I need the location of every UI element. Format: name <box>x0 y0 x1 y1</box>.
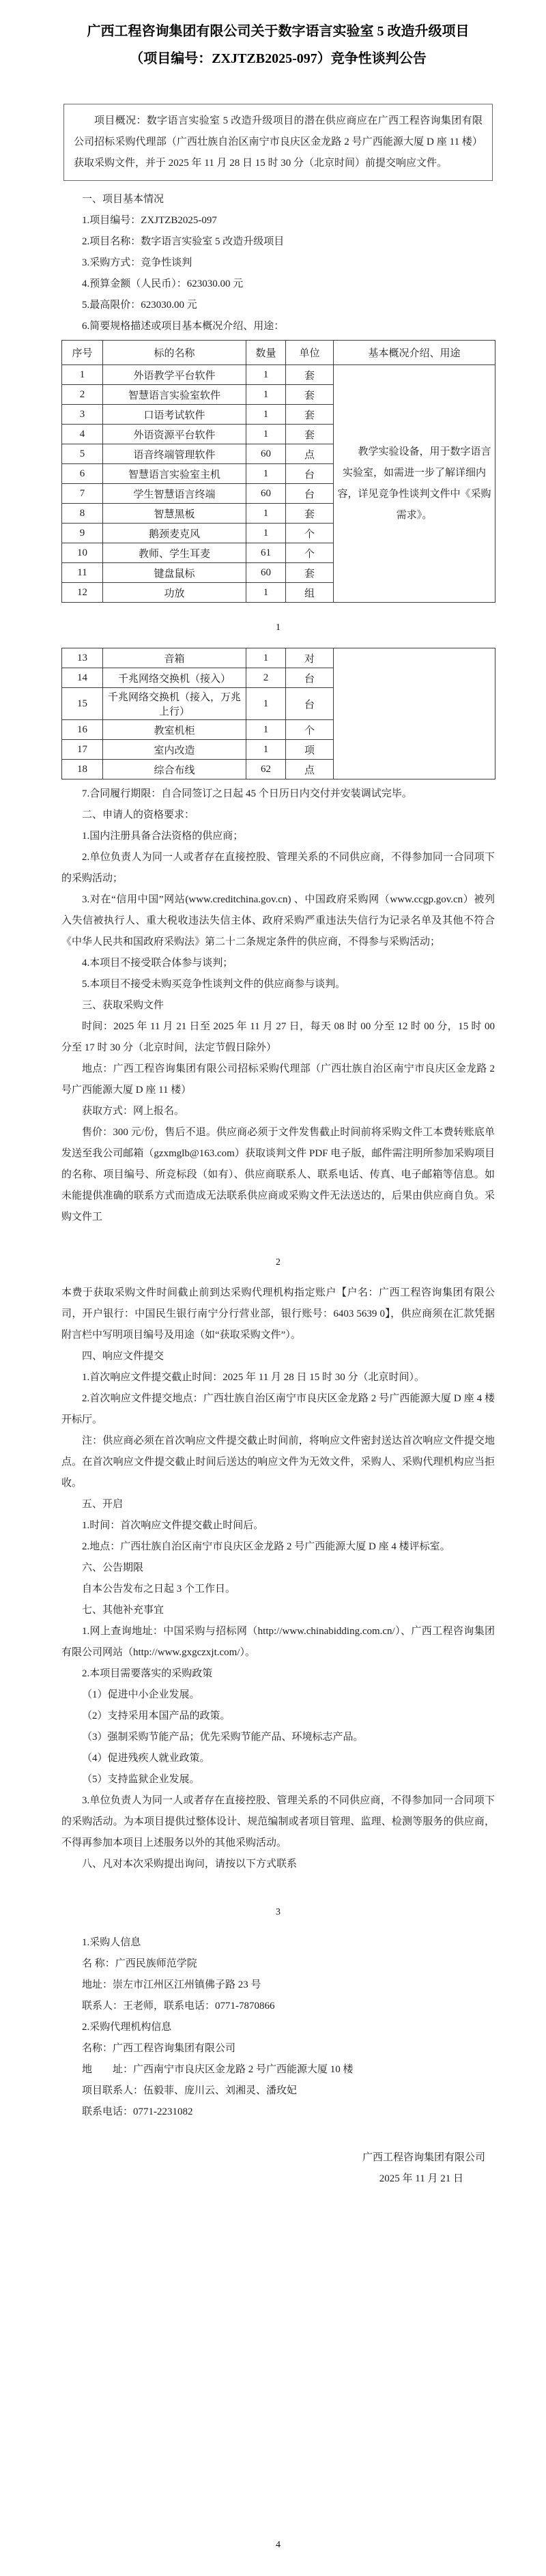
section6-heading: 六、公告期限 <box>82 1562 144 1573</box>
table-cell: 套 <box>286 504 334 524</box>
section3-heading: 三、获取采购文件 <box>82 1000 164 1011</box>
table-cell: 60 <box>246 563 286 583</box>
response-deadline: 1.首次响应文件提交截止时间：2025 年 11 月 28 日 15 时 30 分（北京时间）。 <box>82 1372 425 1383</box>
table-cell: 1 <box>246 648 286 668</box>
table-header-cell: 序号 <box>62 341 103 365</box>
table-cell: 键盘鼠标 <box>103 563 246 583</box>
project-overview-text: 项目概况：数字语言实验室 5 改造升级项目的潜在供应商应在广西工程咨询集团有限公司招标采购代理部（广西壮族自治区南宁市良庆区金龙路 2 号广西能源大厦 D 座 11 楼）获取采购文件，并于 2025 年 11 月 28 日 15 时 30 分（北京时间）前提交响应文件。 <box>74 115 483 169</box>
opening-time: 1.时间：首次响应文件提交截止时间后。 <box>82 1520 264 1531</box>
table-cell: 套 <box>286 405 334 425</box>
table-cell: 1 <box>246 504 286 524</box>
table-cell: 智慧黑板 <box>103 504 246 524</box>
table-cell: 台 <box>286 668 334 688</box>
agency-address: 地 址：广西南宁市良庆区金龙路 2 号广西能源大厦 10 楼 <box>82 2064 354 2075</box>
section8-heading: 八、凡对本次采购提出询问，请按以下方式联系 <box>82 1859 298 1870</box>
table-cell: 外语资源平台软件 <box>103 425 246 444</box>
table-cell: 1 <box>246 740 286 760</box>
table-cell: 13 <box>62 648 103 668</box>
item-price-ceiling: 5.最高限价：623030.00 元 <box>82 300 197 311</box>
agency-info-heading: 2.采购代理机构信息 <box>82 2022 172 2033</box>
table-cell: 6 <box>62 464 103 484</box>
table-cell: 2 <box>246 668 286 688</box>
item-project-code: 1.项目编号：ZXJTZB2025-097 <box>82 215 217 226</box>
agency-name: 名称：广西工程咨询集团有限公司 <box>82 2043 236 2054</box>
table-cell: 60 <box>246 444 286 464</box>
supplier-restriction-note: 3.单位负责人为同一人或者存在直接控股、管理关系的不同供应商，不得参加同一合同项下的采购活动。为本项目提供过整体设计、规范编制或者项目管理、监理、检测等服务的供应商，不得再参加本项目上述服务以外的其他采购活动。 <box>61 1795 495 1848</box>
table-cell: 7 <box>62 484 103 504</box>
policy-item-4: （4）促进残疾人就业政策。 <box>82 1753 210 1764</box>
table-cell: 1 <box>246 365 286 385</box>
table-cell: 1 <box>246 425 286 444</box>
table-row <box>62 365 495 385</box>
section5-heading: 五、开启 <box>82 1499 124 1510</box>
table-cell: 1 <box>246 688 286 720</box>
table-cell: 套 <box>286 365 334 385</box>
document-title-line2: （项目编号：ZXJTZB2025-097）竞争性谈判公告 <box>130 51 427 66</box>
table-cell: 1 <box>62 365 103 385</box>
table-cell: 项 <box>286 740 334 760</box>
document-price-paragraph-part1: 售价：300 元/份，售后不退。供应商必须于文件发售截止时间前将采购文件工本费转账底单发送至我公司邮箱（gzxmglb@163.com）获取谈判文件 PDF 电子版，邮件需注明所参加采购项目的名称、项目编号、所竞标段（如有）、供应商联系人、联系电话、传真、电子邮箱等信息。如未能提供准确的联系方式而造成无法联系供应商或采购文件无法送达的，后果由供应商自负。采购文件工 <box>61 1127 495 1222</box>
item-procurement-method: 3.采购方式：竞争性谈判 <box>82 257 192 268</box>
table-cell: 综合布线 <box>103 760 246 779</box>
document-price-paragraph-part2: 本费于获取采购文件时间截止前到达采购代理机构指定账户【户名：广西工程咨询集团有限公司，开户银行：中国民生银行南宁分行营业部，银行账号：6403 5639 0】，供应商须在汇款凭据附言栏中写明项目编号及用途（如“获取采购文件”）。 <box>61 1287 495 1341</box>
spec-table-part2 <box>61 648 495 779</box>
signature-date: 2025 年 11 月 21 日 <box>379 2173 463 2184</box>
table-cell: 1 <box>246 464 286 484</box>
document-sale-time: 时间：2025 年 11 月 21 日至 2025 年 11 月 27 日，每天 08 时 00 分至 12 时 00 分，15 时 00 分至 17 时 30 分（北京时间，法定节假日除外） <box>61 1021 495 1053</box>
policy-item-3: （3）强制采购节能产品；优先采购节能产品、环境标志产品。 <box>82 1732 364 1743</box>
table-cell: 台 <box>286 464 334 484</box>
policy-item-5: （5）支持监狱企业发展。 <box>82 1774 200 1785</box>
response-place: 2.首次响应文件提交地点：广西壮族自治区南宁市良庆区金龙路 2 号广西能源大厦 D 座 4 楼开标厅。 <box>61 1393 495 1425</box>
item-budget-amount: 4.预算金额（人民币）：623030.00 元 <box>82 278 244 289</box>
table-cell: 组 <box>286 583 334 603</box>
table-cell: 1 <box>246 720 286 740</box>
table-cell: 智慧语言实验室主机 <box>103 464 246 484</box>
table-cell: 2 <box>62 385 103 405</box>
qualification-item-2: 2.单位负责人为同一人或者存在直接控股、管理关系的不同供应商，不得参加同一合同项下的采购活动； <box>61 852 495 884</box>
table-cell: 4 <box>62 425 103 444</box>
buyer-contact: 联系人：王老师，联系电话：0771-7870866 <box>82 2001 275 2012</box>
response-note: 注：供应商必须在首次响应文件提交截止时间前，将响应文件密封送达首次响应文件提交地点。在首次响应文件提交截止时间后送达的响应文件为无效文件，采购人、采购代理机构应当拒收。 <box>61 1435 495 1489</box>
table-cell: 教室机柜 <box>103 720 246 740</box>
table-cell: 10 <box>62 543 103 563</box>
policy-item-2: （2）支持采用本国产品的政策。 <box>82 1711 231 1721</box>
table-cell: 鹅颈麦克风 <box>103 524 246 543</box>
page-number-4: 4 <box>276 2540 281 2550</box>
table-cell: 1 <box>246 385 286 405</box>
table-cell: 个 <box>286 720 334 740</box>
section4-heading: 四、响应文件提交 <box>82 1351 164 1362</box>
table-note-cell <box>334 648 495 779</box>
table-cell: 套 <box>286 425 334 444</box>
table-header-row <box>62 341 495 365</box>
section7-heading: 七、其他补充事宜 <box>82 1605 164 1616</box>
table-cell: 教师、学生耳麦 <box>103 543 246 563</box>
buyer-info-heading: 1.采购人信息 <box>82 1937 141 1948</box>
page-number-2: 2 <box>276 1257 281 1268</box>
announcement-period: 自本公告发布之日起 3 个工作日。 <box>82 1584 236 1594</box>
table-cell: 室内改造 <box>103 740 246 760</box>
table-cell: 5 <box>62 444 103 464</box>
table-cell: 音箱 <box>103 648 246 668</box>
spec-table-part1 <box>61 340 495 603</box>
table-cell: 16 <box>62 720 103 740</box>
buyer-address: 地址：崇左市江州区江州镇佛子路 23 号 <box>82 1979 261 1990</box>
qualification-item-4: 4.本项目不接受联合体参与谈判； <box>82 958 233 969</box>
table-cell: 62 <box>246 760 286 779</box>
table-cell: 1 <box>246 583 286 603</box>
table-cell: 套 <box>286 385 334 405</box>
item-project-name: 2.项目名称：数字语言实验室 5 改造升级项目 <box>82 236 285 247</box>
opening-place: 2.地点：广西壮族自治区南宁市良庆区金龙路 2 号广西能源大厦 D 座 4 楼评标室。 <box>82 1541 450 1552</box>
table-cell: 8 <box>62 504 103 524</box>
qualification-item-3: 3.对在“信用中国”网站(www.creditchina.gov.cn) 、中国政府采购网（www.ccgp.gov.cn）被列入失信被执行人、重大税收违法失信主体、政府采购严重违法失信行为记录名单及其他不符合《中华人民共和国政府采购法》第二十二条规定条件的供应商，不得参与采购活动； <box>61 894 495 947</box>
table-cell: 14 <box>62 668 103 688</box>
table-cell: 点 <box>286 444 334 464</box>
policy-item-1: （1）促进中小企业发展。 <box>82 1689 200 1700</box>
agency-contact: 项目联系人：伍毅菲、庞川云、刘湘灵、潘玫妃 <box>82 2085 298 2096</box>
section2-heading: 二、申请人的资格要求： <box>82 810 195 820</box>
section1-heading: 一、项目基本情况 <box>82 194 164 205</box>
table-cell: 61 <box>246 543 286 563</box>
qualification-item-5: 5.本项目不接受未购买竞争性谈判文件的供应商参与谈判。 <box>82 979 346 990</box>
table-cell: 点 <box>286 760 334 779</box>
item-contract-period: 7.合同履行期限：自合同签订之日起 45 个日历日内交付并安装调试完毕。 <box>82 788 412 799</box>
table-cell: 个 <box>286 524 334 543</box>
table-header-cell: 标的名称 <box>103 341 246 365</box>
table-cell: 外语教学平台软件 <box>103 365 246 385</box>
table-cell: 9 <box>62 524 103 543</box>
table-cell: 12 <box>62 583 103 603</box>
project-overview-box <box>63 104 493 181</box>
table-cell: 个 <box>286 543 334 563</box>
agency-phone: 联系电话：0771-2231082 <box>82 2106 193 2117</box>
table-header-cell: 单位 <box>286 341 334 365</box>
table-cell: 学生智慧语言终端 <box>103 484 246 504</box>
table-cell: 口语考试软件 <box>103 405 246 425</box>
spec-table-header <box>62 341 495 365</box>
table-cell: 对 <box>286 648 334 668</box>
page-number-3: 3 <box>276 1907 281 1917</box>
table-cell: 17 <box>62 740 103 760</box>
document-sale-place: 地点：广西工程咨询集团有限公司招标采购代理部（广西壮族自治区南宁市良庆区金龙路 2 号广西能源大厦 D 座 11 楼） <box>61 1063 495 1096</box>
table-header-cell: 数量 <box>246 341 286 365</box>
table-cell: 18 <box>62 760 103 779</box>
table-cell: 语音终端管理软件 <box>103 444 246 464</box>
table-cell: 台 <box>286 484 334 504</box>
qualification-item-1: 1.国内注册具备合法资格的供应商； <box>82 831 244 842</box>
table-row <box>62 648 495 668</box>
table-cell: 千兆网络交换机（接入，万兆上行） <box>103 688 246 720</box>
table-cell: 智慧语言实验室软件 <box>103 385 246 405</box>
table-cell: 3 <box>62 405 103 425</box>
table-cell: 60 <box>246 484 286 504</box>
page-number-1: 1 <box>276 622 281 633</box>
table-header-cell: 基本概况介绍、用途 <box>334 341 495 365</box>
table-cell: 台 <box>286 688 334 720</box>
document-title-line1: 广西工程咨询集团有限公司关于数字语言实验室 5 改造升级项目 <box>87 24 470 39</box>
table-cell: 1 <box>246 524 286 543</box>
table-cell: 11 <box>62 563 103 583</box>
table-note-cell: 教学实验设备，用于数字语言实验室，如需进一步了解详细内容，详见竞争性谈判文件中《采购需求》。 <box>334 365 495 603</box>
signature-company: 广西工程咨询集团有限公司 <box>362 2152 485 2163</box>
table-cell: 套 <box>286 563 334 583</box>
table-cell: 功放 <box>103 583 246 603</box>
item-spec-intro: 6.简要规格描述或项目基本概况介绍、用途： <box>82 321 285 332</box>
document-obtain-method: 获取方式：网上报名。 <box>82 1106 185 1117</box>
procurement-policy-heading: 2.本项目需要落实的采购政策 <box>82 1668 213 1679</box>
table-cell: 千兆网络交换机（接入） <box>103 668 246 688</box>
online-query-address: 1.网上查询地址：中国采购与招标网（http://www.chinabidding.com.cn/）、广西工程咨询集团有限公司网站（http://www.gxgczxjt.com/）。 <box>61 1626 495 1658</box>
table-cell: 15 <box>62 688 103 720</box>
table-cell: 1 <box>246 405 286 425</box>
buyer-name: 名 称：广西民族师范学院 <box>82 1958 197 1969</box>
